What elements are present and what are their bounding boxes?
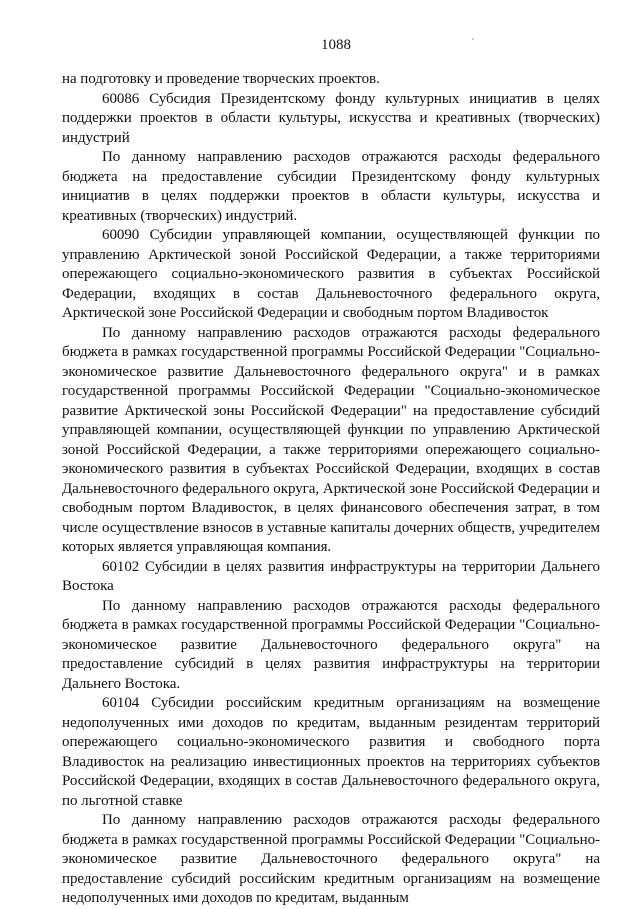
- paragraph-description-60090: По данному направлению расходов отражаются расходы федерального бюджета в рамках государственной программы Российской Федерации "Социально-экономическое развитие Дальневосточного федерального округа" и в рамках государственной программы Российской Федерации "Социально-экономическое развитие Арктической зоны Российской Федерации" на предоставление субсидий управляющей компании, осуществляющей функции по управлению Арктической зоной Российской Федерации, а также территориями опережающего социально-экономического развития в субъектах Российской Федерации, входящих в состав Дальневосточного федерального округа, Арктической зоне Российской Федерации и свободным портом Владивосток, в целях финансового обеспечения затрат, в том числе осуществление взносов в уставные капиталы дочерних обществ, учредителем которых является управляющая компания.: [62, 324, 600, 555]
- paragraph-heading-60090: 60090 Субсидии управляющей компании, осуществляющей функции по управлению Арктической зоной Российской Федерации, а также территориями опережающего социально-экономического развития в субъектах Российской Федерации, входящих в состав Дальневосточного федерального округа, Арктической зоне Российской Федерации и свободным портом Владивосток: [62, 227, 600, 321]
- paragraph-heading-60086: 60086 Субсидия Президентскому фонду культурных инициатив в целях поддержки проектов в области культуры, искусства и креативных (творческих) индустрий: [62, 90, 600, 146]
- paragraph-description-60086: По данному направлению расходов отражаются расходы федерального бюджета на предоставление субсидии Президентскому фонду культурных инициатив в целях поддержки проектов в области культуры, искусства и креативных (творческих) индустрий.: [62, 149, 600, 224]
- paragraph-continuation: на подготовку и проведение творческих проектов.: [62, 71, 380, 87]
- paragraph-heading-60104: 60104 Субсидии российским кредитным организациям на возмещение недополученных ими доходов по кредитам, выданным резидентам территорий опережающего социально-экономического развития и свободного порта Владивосток на реализацию инвестиционных проектов на территориях субъектов Российской Федерации, входящих в состав Дальневосточного федерального округа, по льготной ставке: [62, 695, 600, 809]
- paragraph-description-60104: По данному направлению расходов отражаются расходы федерального бюджета в рамках государственной программы Российской Федерации "Социально-экономическое развитие Дальневосточного федерального округа" на предоставление субсидий российским кредитным организациям на возмещение недополученных ими доходов по кредитам, выданным: [62, 812, 600, 906]
- paragraph-description-60102: По данному направлению расходов отражаются расходы федерального бюджета в рамках государственной программы Российской Федерации "Социально-экономическое развитие Дальневосточного федерального округа" на предоставление субсидий в целях развития инфраструктуры на территории Дальнего Востока.: [62, 597, 600, 692]
- paragraph-heading-60102: 60102 Субсидии в целях развития инфраструктуры на территории Дальнего Востока: [62, 558, 600, 594]
- document-page: [62, 36, 600, 909]
- page-number: 1088: [321, 37, 351, 53]
